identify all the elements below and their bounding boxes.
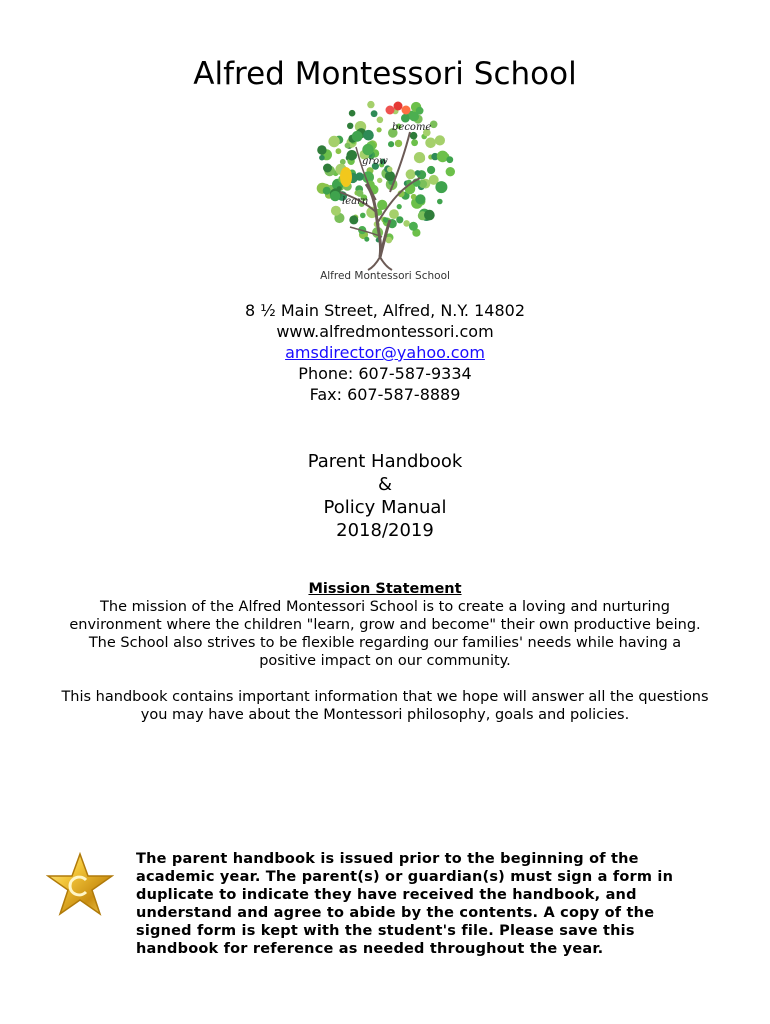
leaf-dot xyxy=(331,206,341,216)
leaf-dot xyxy=(328,136,339,147)
intro-text xyxy=(30,688,740,724)
leaf-dot xyxy=(352,131,363,142)
leaf-dot xyxy=(425,138,436,149)
leaf-dot xyxy=(337,186,342,191)
leaf-dot xyxy=(396,216,403,223)
leaf-dot xyxy=(403,220,410,227)
leaf-dot xyxy=(349,215,358,224)
website: www.alfredmontessori.com xyxy=(276,322,494,341)
leaf-dot xyxy=(367,101,374,108)
leaf-dot xyxy=(349,110,356,117)
leaf-dot xyxy=(386,106,395,115)
leaf-dot xyxy=(424,210,435,221)
contact-block xyxy=(0,300,770,405)
tree-logo-icon xyxy=(310,92,460,287)
tree-word-become: become xyxy=(392,122,432,133)
leaf-dot xyxy=(409,222,418,231)
leaf-dot xyxy=(323,164,332,173)
handbook-line-2: & xyxy=(377,474,393,495)
notice-line: academic year. The parent(s) or guardian(s) must sign a form in xyxy=(136,869,674,885)
leaf-dot xyxy=(411,139,418,146)
mission-line: environment where the children "learn, grow and become" their own productive being. xyxy=(69,617,701,633)
leaf-dot xyxy=(383,217,388,222)
leaf-dot xyxy=(414,152,425,163)
notice-line: The parent handbook is issued prior to the beginning of the xyxy=(136,851,639,867)
page-title: Alfred Montessori School xyxy=(193,56,577,92)
handbook-line-3: Policy Manual xyxy=(323,497,447,518)
leaf-dot xyxy=(387,167,393,173)
leaf-dot xyxy=(406,169,416,179)
leaf-dot xyxy=(345,143,351,149)
handbook-title-block xyxy=(0,450,770,542)
logo-caption: Alfred Montessori School xyxy=(320,270,450,282)
mission-line: The mission of the Alfred Montessori School is to create a loving and nurturing xyxy=(100,599,670,615)
leaf-dot xyxy=(377,127,382,132)
leaf-dot xyxy=(362,144,373,155)
mission-line: positive impact on our community. xyxy=(259,653,511,669)
email-link[interactable]: amsdirector@yahoo.com xyxy=(285,343,485,362)
leaf-dot xyxy=(347,150,358,161)
leaf-dot xyxy=(364,237,369,242)
notice-line: handbook for reference as needed throughout the year. xyxy=(136,941,604,957)
notice-line: duplicate to indicate they have received the handbook, and xyxy=(136,887,637,903)
mission-line: The School also strives to be flexible regarding our families' needs while having a xyxy=(88,635,682,651)
leaf-dot xyxy=(415,194,425,204)
intro-line: you may have about the Montessori philosophy, goals and policies. xyxy=(140,707,630,723)
notice-line: understand and agree to abide by the contents. A copy of the xyxy=(136,905,655,921)
leaf-dot xyxy=(385,171,395,181)
leaf-dot xyxy=(446,167,455,176)
leaf-dot xyxy=(410,132,418,140)
leaf-dot xyxy=(446,156,453,163)
notice-line: signed form is kept with the student's file. Please save this xyxy=(136,923,635,939)
leaf-dot xyxy=(347,123,353,129)
leaf-dot xyxy=(363,130,374,141)
fax: Fax: 607-587-8889 xyxy=(309,385,461,404)
leaf-dot xyxy=(336,148,342,154)
address: 8 ½ Main Street, Alfred, N.Y. 14802 xyxy=(244,301,525,320)
leaf-dot xyxy=(388,141,394,147)
leaf-dot xyxy=(386,237,393,244)
leaf-dot xyxy=(371,110,378,117)
leaf-dot xyxy=(402,106,411,115)
phone: Phone: 607-587-9334 xyxy=(298,364,472,383)
tree-leaves xyxy=(317,101,455,243)
leaf-dot xyxy=(437,199,443,205)
tree-word-learn: learn xyxy=(342,196,369,207)
leaf-dot xyxy=(319,155,325,161)
leaf-dot xyxy=(416,107,424,115)
handbook-notice xyxy=(136,850,736,958)
mission-text xyxy=(40,598,730,670)
handbook-line-1: Parent Handbook xyxy=(307,451,463,472)
leaf-dot xyxy=(415,170,421,176)
leaf-dot xyxy=(435,181,447,193)
gold-star-icon xyxy=(46,852,114,918)
leaf-dot xyxy=(397,204,402,209)
leaf-dot xyxy=(435,135,445,145)
leaf-dot xyxy=(427,166,435,174)
handbook-line-4: 2018/2019 xyxy=(336,520,434,541)
intro-line: This handbook contains important information that we hope will answer all the questions xyxy=(61,689,709,705)
leaf-dot xyxy=(323,187,331,195)
leaf-dot xyxy=(377,117,384,124)
leaf-dot xyxy=(360,213,366,219)
mission-heading: Mission Statement xyxy=(308,581,462,597)
leaf-dot xyxy=(377,178,382,183)
leaf-dot xyxy=(394,102,403,111)
leaf-dot xyxy=(330,191,340,201)
tree-word-grow: grow xyxy=(362,156,388,167)
leaf-dot xyxy=(395,140,402,147)
leaf-dot xyxy=(317,145,326,154)
